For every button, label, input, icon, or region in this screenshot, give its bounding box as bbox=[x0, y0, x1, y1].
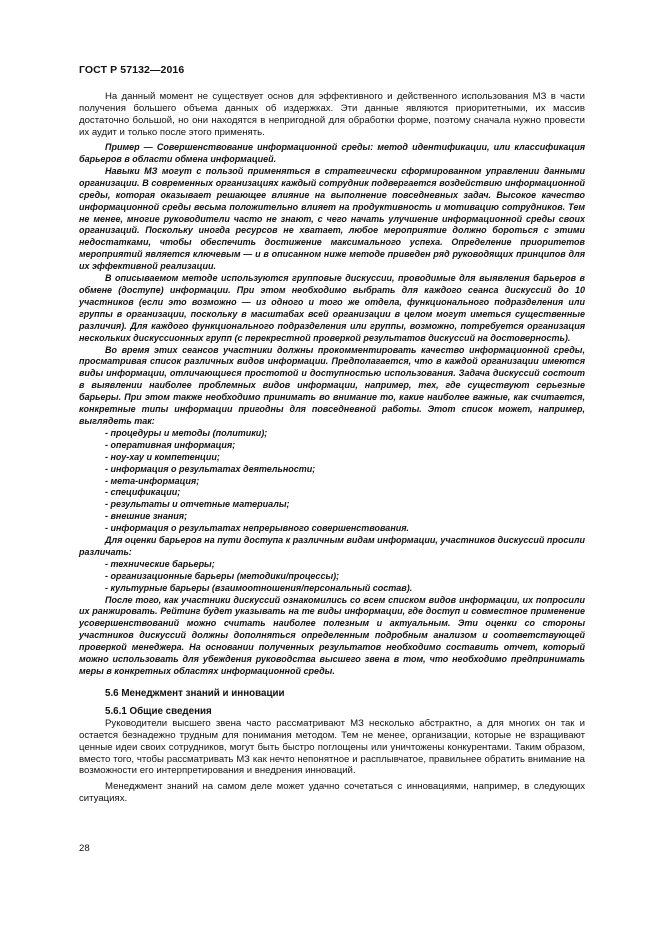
example-paragraph-2: В описываемом методе используются групповые дискуссии, проводимые для выявления барьеров в обмене (доступе) информации. При этом необходимо выбрать для каждого сеанса дискуссий до 10 участников (если это возможно — из одного и того же отдела, функционального подразделения или группы в организации, поскольку в масштабах всей организации в целом могут иметься существенные различия). Для каждого функционального подразделения или группы, возможно, потребуется организация нескольких дискуссионных групп (с перекрестной проверкой результатов дискуссий на достоверность). bbox=[79, 273, 585, 343]
section-paragraph-1: Руководители высшего звена часто рассматривают МЗ несколько абстрактно, а для многих он так и остается безнадежно трудным для понимания методом. Тем не менее, организации, которые не взращивают ценные идеи своих сотрудников, могут быть быстро поглощены или уничтожены конкурентами. Таким образом, вместо того, чтобы рассматривать МЗ как нечто непонятное и расплывчатое, правильнее обратить внимание на возможности его интерпретирования и внедрения инноваций. bbox=[79, 717, 585, 777]
example-title: Пример — Совершенствование информационной среды: метод идентификации, или классификация барьеров в области обмена информацией. bbox=[79, 142, 585, 165]
list-item: - оперативная информация; bbox=[105, 439, 236, 450]
section-heading: 5.6 Менеджмент знаний и инновации bbox=[105, 687, 285, 699]
page-number: 28 bbox=[79, 843, 90, 854]
barriers-list bbox=[79, 559, 585, 595]
intro-paragraph: На данный момент не существует основ для эффективного и действенного использования МЗ в части получения большего объема данных об издержках. Эти данные являются приоритетными, их массив достаточно большой, но они находятся в непригодной для обработки форме, поэтому сначала нужно провести их аудит и только после этого применять. bbox=[79, 91, 585, 138]
list-item: - ноу-хау и компетенции; bbox=[105, 451, 220, 462]
subsection-heading: 5.6.1 Общие сведения bbox=[105, 705, 212, 717]
list-item: - информация о результатах непрерывного совершенствования. bbox=[105, 523, 410, 534]
page-content bbox=[79, 91, 585, 805]
list-item: - спецификации; bbox=[105, 487, 181, 498]
list-item: - культурные барьеры (взаимоотношения/персональный состав). bbox=[105, 582, 413, 593]
list-item: - результаты и отчетные материалы; bbox=[105, 499, 290, 510]
example-paragraph-3: Во время этих сеансов участники должны прокомментировать качество информационной среды, просматривая список различных видов информации. Предполагается, что в каждой организации имеются виды информации, отличающиеся простотой и доступностью использования. Задача дискуссий состоит в выявлении наиболее проблемных видов информации, например, тех, где существуют серьезные барьеры. При этом также необходимо принимать во внимание то, какие наиболее важные, как считается, конкретные типы информации пригодны для повседневной работы. Этот список может, например, выглядеть так: bbox=[79, 344, 585, 426]
example-paragraph-1: Навыки МЗ могут с пользой применяться в стратегически сформированном управлении данными организации. В современных организациях каждый сотрудник подвергается воздействию информационной среды, которая оказывает решающее влияние на выполнение повседневных задач. Высокое качество информационной среды весьма положительно влияет на продуктивность и мотивацию сотрудников. Тем не менее, многие руководители часто не знают, с чего начать улучшение информационной среды своих организаций. Поскольку иногда ресурсов не хватает, любое мероприятие должно бороться с этими недостатками, чтобы обеспечить достижение максимального успеха. Определение приоритетов мероприятий является ключевым — и в описанном ниже методе приведен ряд руководящих принципов для их эффективной реализации. bbox=[79, 165, 585, 272]
example-paragraph-5: После того, как участники дискуссий ознакомились со всем списком видов информации, их попросили их ранжировать. Рейтинг будет указывать на те виды информации, где доступ и совместное применение усовершенствований можно считать наиболее полезным и актуальным. Эти оценки со стороны участников дискуссий должны дополняться определенным подробным анализом и соответствующей проверкой менеджера. На основании полученных результатов необходимо составить отчет, который можно использовать для убеждения руководства высшего звена в том, что необходимо предпринимать меры в конкретных областях информационной среды. bbox=[79, 594, 585, 676]
list-item: - мета-информация; bbox=[105, 475, 200, 486]
list-item: - внешние знания; bbox=[105, 511, 188, 522]
list-item: - технические барьеры; bbox=[105, 558, 215, 569]
list-item: - организационные барьеры (методики/процессы); bbox=[105, 570, 340, 581]
document-header: ГОСТ Р 57132—2016 bbox=[79, 64, 185, 76]
list-item: - процедуры и методы (политики); bbox=[105, 427, 268, 438]
section-paragraph-2: Менеджмент знаний на самом деле может удачно сочетаться с инновациями, например, в следующих ситуациях. bbox=[79, 780, 585, 804]
list-item: - информация о результатах деятельности; bbox=[105, 463, 316, 474]
information-types-list bbox=[79, 428, 585, 535]
example-paragraph-4: Для оценки барьеров на пути доступа к различным видам информации, участников дискуссий просили различать: bbox=[79, 535, 585, 557]
